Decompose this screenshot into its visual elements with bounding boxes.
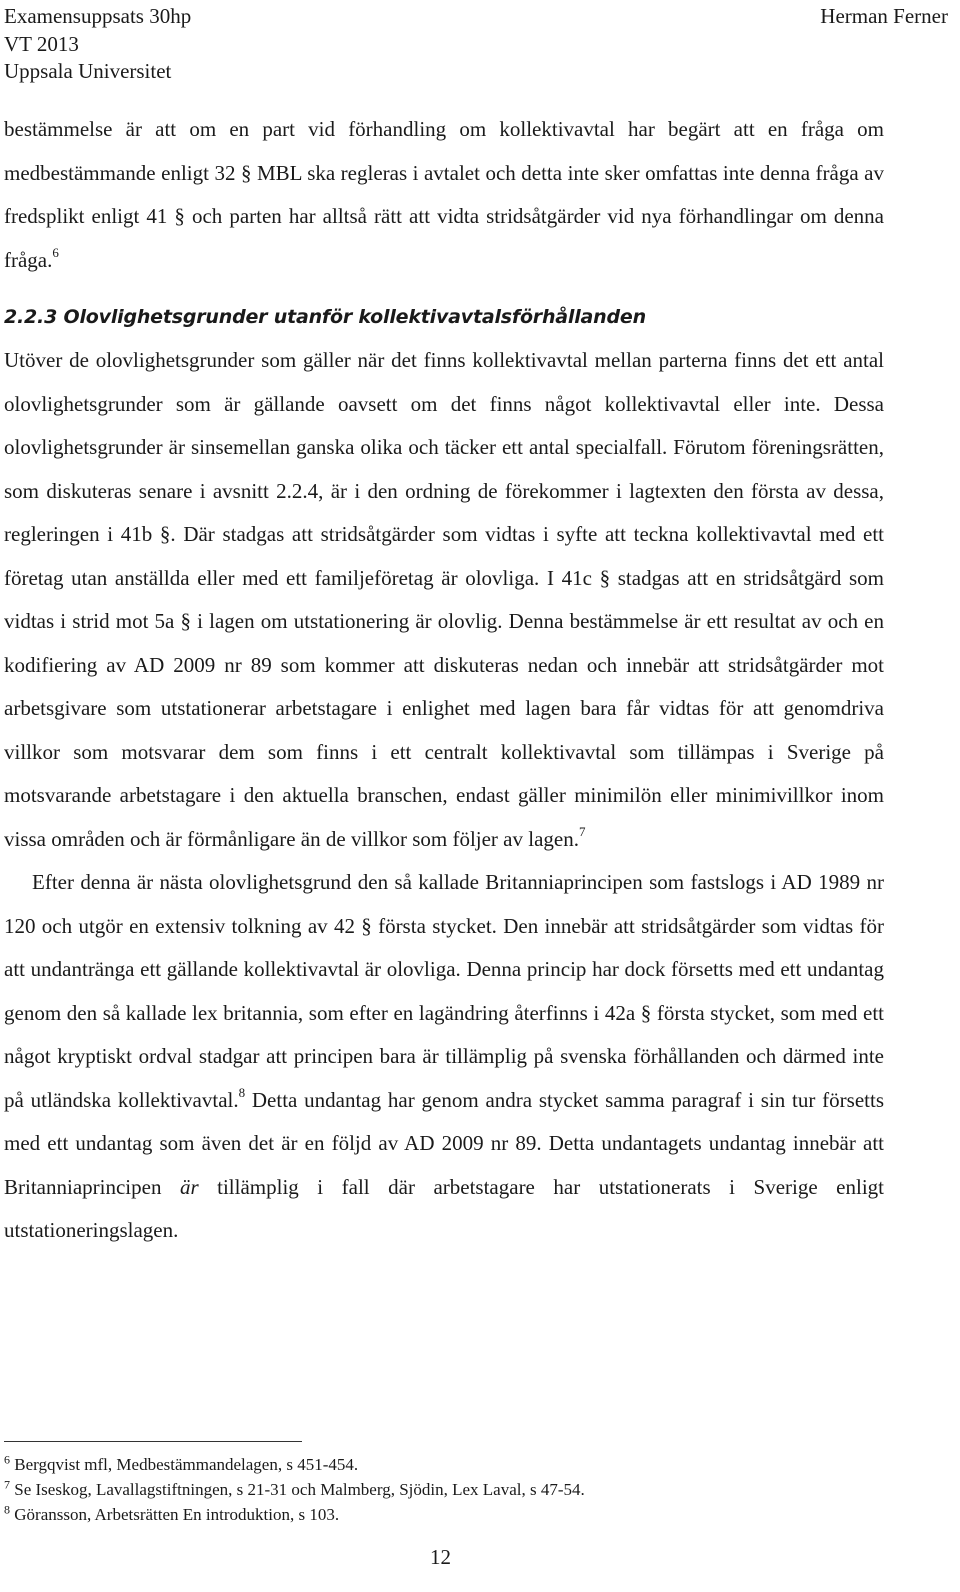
footnote-text: Bergqvist mfl, Medbestämmandelagen, s 451-454. (14, 1455, 359, 1474)
paragraph-1 (4, 108, 884, 282)
footnote-number: 8 (4, 1502, 10, 1517)
header-term: VT 2013 (4, 32, 79, 56)
footnote-number: 6 (4, 1452, 10, 1467)
footnote-ref-7: 7 (578, 823, 586, 839)
footnotes (4, 1452, 904, 1527)
section-heading: 2.2.3 Olovlighetsgrunder utanför kollektivavtalsförhållanden (4, 306, 646, 328)
footnote-ref-6: 6 (52, 244, 59, 260)
page-header (0, 0, 960, 100)
paragraph-3-emphasis: är (179, 1174, 199, 1199)
paragraph-3-text-c: tillämplig i fall där arbetstagare har utstationerats i Sverige enligt utstationeringslagen. (4, 1174, 884, 1242)
paragraph-1-text: bestämmelse är att om en part vid förhandling om kollektivavtal har begärt att en fråga om medbestämmande enligt 32 § MBL ska regleras i avtalet och detta inte sker omfattas inte denna fråga av fredsplikt enligt 41 § och parten har alltså rätt att vidta stridsåtgärder vid nya förhandlingar om denna fråga. (4, 117, 884, 272)
paragraph-3 (4, 861, 884, 1253)
footnote-7 (4, 1477, 904, 1502)
footnote-divider (4, 1441, 302, 1442)
footnote-ref-8: 8 (238, 1084, 246, 1100)
footnote-6 (4, 1452, 904, 1477)
footnote-text: Göransson, Arbetsrätten En introduktion, s 103. (14, 1505, 340, 1524)
footnote-text: Se Iseskog, Lavallagstiftningen, s 21-31 och Malmberg, Sjödin, Lex Laval, s 47-54. (14, 1480, 585, 1499)
footnote-8 (4, 1502, 904, 1527)
main-text (4, 108, 884, 1253)
paragraph-2 (4, 339, 884, 861)
header-course: Examensuppsats 30hp (4, 4, 192, 28)
header-university: Uppsala Universitet (4, 59, 172, 83)
paragraph-3-text-a: Efter denna är nästa olovlighetsgrund den så kallade Britanniaprincipen som fastslogs i AD 1989 nr 120 och utgör en extensiv tolkning av 42 § första stycket. Den innebär att stridsåtgärder som vidtas för att undantränga ett gällande kollektivavtal är olovliga. Denna princip har dock försetts med ett undantag genom den så kallade lex britannia, som efter en lagändring återfinns i 42a § första stycket, som med ett något kryptiskt ordval stadgar att principen bara är tillämplig på svenska förhållanden och därmed inte på utländska kollektivavtal. (4, 870, 884, 1112)
footnote-number: 7 (4, 1477, 10, 1492)
paragraph-3-text-b: Detta undantag har genom andra stycket samma paragraf i sin tur försetts med ett undantag som även det är en följd av AD 2009 nr 89. Detta undantagets undantag innebär att Britanniaprincipen (4, 1087, 884, 1199)
page-number: 12 (430, 1545, 451, 1569)
header-author: Herman Ferner (820, 4, 948, 28)
paragraph-2-text: Utöver de olovlighetsgrunder som gäller när det finns kollektivavtal mellan parterna finns det ett antal olovlighetsgrunder som är gällande oavsett om det finns något kollektivavtal eller inte. Dessa olovlighetsgrunder är sinsemellan ganska olika och täcker ett antal specialfall. Förutom föreningsrätten, som diskuteras senare i avsnitt 2.2.4, är i den ordning de förekommer i lagtexten den första av dessa, regleringen i 41b §. Där stadgas att stridsåtgärder som vidtas i syfte att teckna kollektivavtal med ett företag utan anställda eller med ett familjeföretag är olovliga. I 41c § stadgas att en stridsåtgärd som vidtas i strid mot 5a § i lagen om utstationering är olovlig. Denna bestämmelse är ett resultat av och en kodifiering av AD 2009 nr 89 som kommer att diskuteras nedan och innebär att stridsåtgärder mot arbetsgivare som utstationerar arbetstagare i enlighet med lagen bara får vidtas för att genomdriva villkor som motsvarar dem som finns i ett centralt kollektivavtal som tillämpas i Sverige på motsvarande arbetstagare i den aktuella branschen, endast gäller minimilön eller minimivillkor inom vissa områden och är förmånligare än de villkor som följer av lagen. (4, 348, 884, 851)
